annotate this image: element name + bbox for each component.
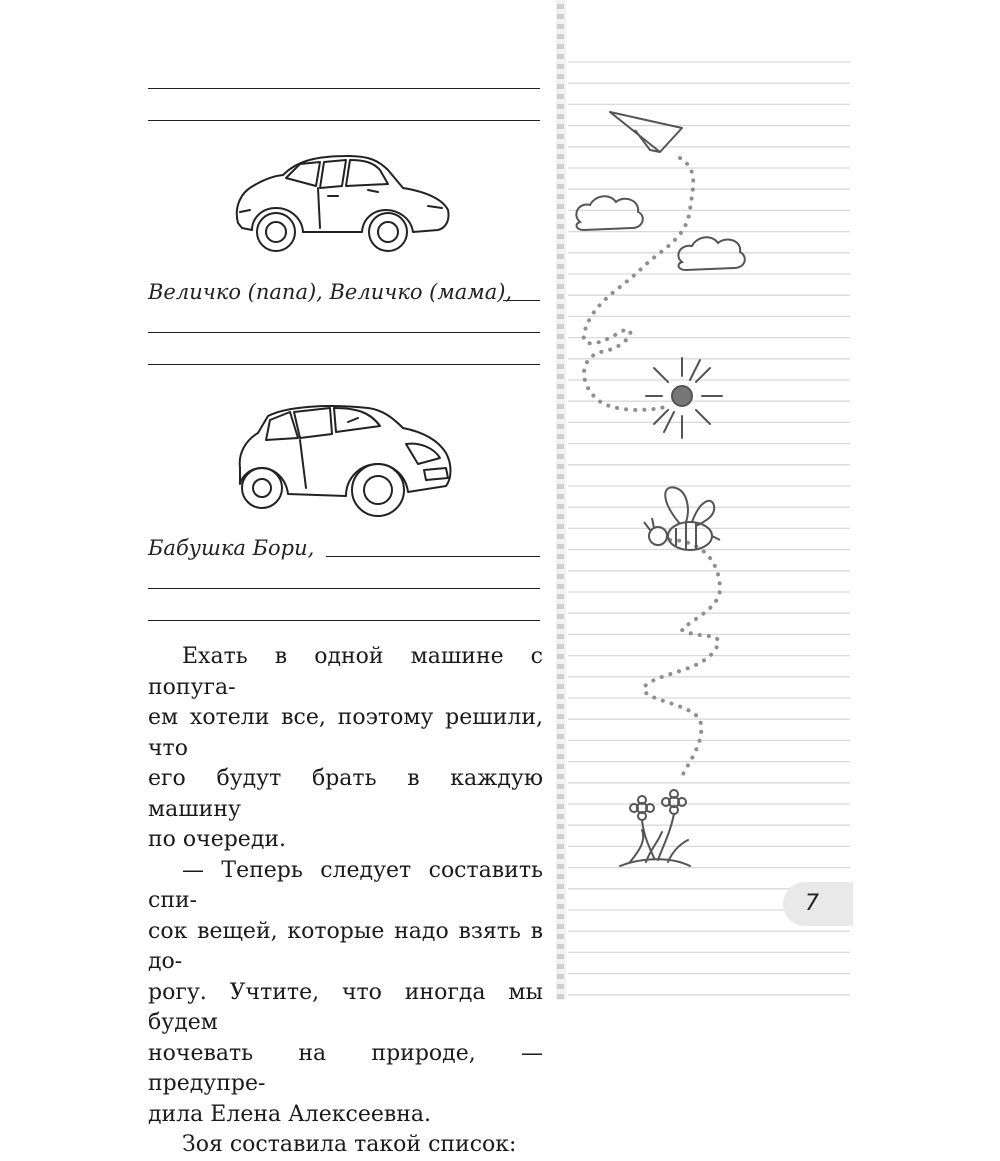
- perforation-hole: [557, 844, 564, 849]
- sun-icon: [646, 358, 722, 438]
- perforation-hole: [557, 834, 564, 839]
- perforation-hole: [557, 514, 564, 519]
- writing-line[interactable]: [326, 556, 540, 557]
- bee-icon: [644, 487, 720, 550]
- perforation-hole: [557, 124, 564, 129]
- perforation-hole: [557, 974, 564, 979]
- perforation-hole: [557, 274, 564, 279]
- dotted-flight-path: [584, 158, 720, 780]
- perforation-hole: [557, 684, 564, 689]
- perforation-hole: [557, 884, 564, 889]
- writing-line[interactable]: [148, 364, 540, 365]
- perforation-hole: [557, 734, 564, 739]
- perforation-hole: [557, 914, 564, 919]
- writing-line[interactable]: [148, 620, 540, 621]
- perforation-hole: [557, 294, 564, 299]
- perforation-hole: [557, 254, 564, 259]
- perforation-hole: [557, 414, 564, 419]
- perforation-hole: [557, 194, 564, 199]
- perforation-hole: [557, 934, 564, 939]
- text-line: — Теперь следует составить спи-: [148, 857, 543, 913]
- text-line: ночевать на природе, — предупре-: [148, 1040, 543, 1096]
- perforation-hole: [557, 504, 564, 509]
- perforation-hole: [557, 154, 564, 159]
- text-line: дила Елена Алексеевна.: [148, 1101, 432, 1127]
- page-number: 7: [783, 882, 853, 926]
- perforation-hole: [557, 534, 564, 539]
- perforation-hole: [557, 214, 564, 219]
- perforation-hole: [557, 204, 564, 209]
- cloud-icon: [678, 237, 744, 270]
- text-line: рогу. Учтите, что иногда мы будем: [148, 979, 543, 1035]
- perforation-hole: [557, 814, 564, 819]
- perforation-hole: [557, 14, 564, 19]
- perforation-hole: [557, 144, 564, 149]
- perforation-hole: [557, 334, 564, 339]
- perforation-hole: [557, 664, 564, 669]
- text-line: его будут брать в каждую машину: [148, 766, 543, 822]
- perforation-hole: [557, 164, 564, 169]
- perforation-hole: [557, 574, 564, 579]
- perforation-hole: [557, 134, 564, 139]
- perforation-hole: [557, 304, 564, 309]
- perforation-hole: [557, 924, 564, 929]
- hatchback-car-illustration: [228, 148, 458, 258]
- perforation-strip: [556, 0, 566, 1000]
- writing-line[interactable]: [148, 120, 540, 121]
- caption-babushka: Бабушка Бори,: [148, 536, 315, 560]
- perforation-hole: [557, 864, 564, 869]
- perforation-hole: [557, 564, 564, 569]
- perforation-hole: [557, 24, 564, 29]
- perforation-hole: [557, 634, 564, 639]
- perforation-hole: [557, 594, 564, 599]
- perforation-hole: [557, 394, 564, 399]
- perforation-hole: [557, 344, 564, 349]
- perforation-hole: [557, 544, 564, 549]
- perforation-hole: [557, 724, 564, 729]
- perforation-hole: [557, 284, 564, 289]
- perforation-hole: [557, 464, 564, 469]
- perforation-hole: [557, 764, 564, 769]
- perforation-hole: [557, 64, 564, 69]
- perforation-hole: [557, 494, 564, 499]
- perforation-hole: [557, 44, 564, 49]
- perforation-hole: [557, 474, 564, 479]
- perforation-hole: [557, 424, 564, 429]
- perforation-hole: [557, 354, 564, 359]
- perforation-hole: [557, 854, 564, 859]
- perforation-hole: [557, 954, 564, 959]
- story-text: [148, 642, 543, 1161]
- perforation-hole: [557, 554, 564, 559]
- text-line: Ехать в одной машине с попуга-: [148, 644, 543, 700]
- perforation-hole: [557, 584, 564, 589]
- perforation-hole: [557, 84, 564, 89]
- perforation-hole: [557, 54, 564, 59]
- caption-velichko: Величко (папа), Величко (мама),: [148, 280, 513, 304]
- perforation-hole: [557, 654, 564, 659]
- perforation-hole: [557, 774, 564, 779]
- perforation-hole: [557, 174, 564, 179]
- perforation-hole: [557, 614, 564, 619]
- flowers-icon: [620, 790, 690, 866]
- perforation-hole: [557, 744, 564, 749]
- perforation-hole: [557, 704, 564, 709]
- perforation-hole: [557, 384, 564, 389]
- perforation-hole: [557, 984, 564, 989]
- perforation-hole: [557, 264, 564, 269]
- perforation-hole: [557, 444, 564, 449]
- writing-line[interactable]: [148, 332, 540, 333]
- perforation-hole: [557, 374, 564, 379]
- perforation-hole: [557, 244, 564, 249]
- perforation-hole: [557, 894, 564, 899]
- perforation-hole: [557, 404, 564, 409]
- notebook-margin: [550, 0, 850, 1000]
- perforation-hole: [557, 644, 564, 649]
- perforation-hole: [557, 994, 564, 999]
- perforation-hole: [557, 674, 564, 679]
- perforation-hole: [557, 104, 564, 109]
- mini-car-illustration: [228, 398, 458, 518]
- perforation-hole: [557, 694, 564, 699]
- perforation-hole: [557, 94, 564, 99]
- perforation-hole: [557, 434, 564, 439]
- writing-line[interactable]: [148, 588, 540, 589]
- perforation-hole: [557, 754, 564, 759]
- perforation-hole: [557, 314, 564, 319]
- perforation-hole: [557, 804, 564, 809]
- perforation-hole: [557, 74, 564, 79]
- perforation-hole: [557, 904, 564, 909]
- text-line: Зоя составила такой список:: [182, 1132, 517, 1157]
- perforation-hole: [557, 784, 564, 789]
- perforation-hole: [557, 964, 564, 969]
- perforation-hole: [557, 34, 564, 39]
- perforation-hole: [557, 874, 564, 879]
- writing-line[interactable]: [148, 88, 540, 89]
- perforation-hole: [557, 364, 564, 369]
- paper-plane-icon: [610, 112, 682, 152]
- perforation-hole: [557, 524, 564, 529]
- perforation-hole: [557, 234, 564, 239]
- perforation-hole: [557, 624, 564, 629]
- perforation-hole: [557, 714, 564, 719]
- perforation-hole: [557, 794, 564, 799]
- perforation-hole: [557, 604, 564, 609]
- text-line: ем хотели все, поэтому решили, что: [148, 705, 543, 761]
- text-line: по очереди.: [148, 827, 287, 852]
- perforation-hole: [557, 324, 564, 329]
- perforation-hole: [557, 454, 564, 459]
- perforation-hole: [557, 224, 564, 229]
- perforation-hole: [557, 944, 564, 949]
- perforation-hole: [557, 184, 564, 189]
- perforation-hole: [557, 824, 564, 829]
- writing-line[interactable]: [503, 300, 540, 301]
- perforation-hole: [557, 484, 564, 489]
- perforation-hole: [557, 114, 564, 119]
- text-line: сок вещей, которые надо взять в до-: [148, 918, 543, 974]
- perforation-hole: [557, 4, 564, 9]
- cloud-icon: [576, 196, 642, 230]
